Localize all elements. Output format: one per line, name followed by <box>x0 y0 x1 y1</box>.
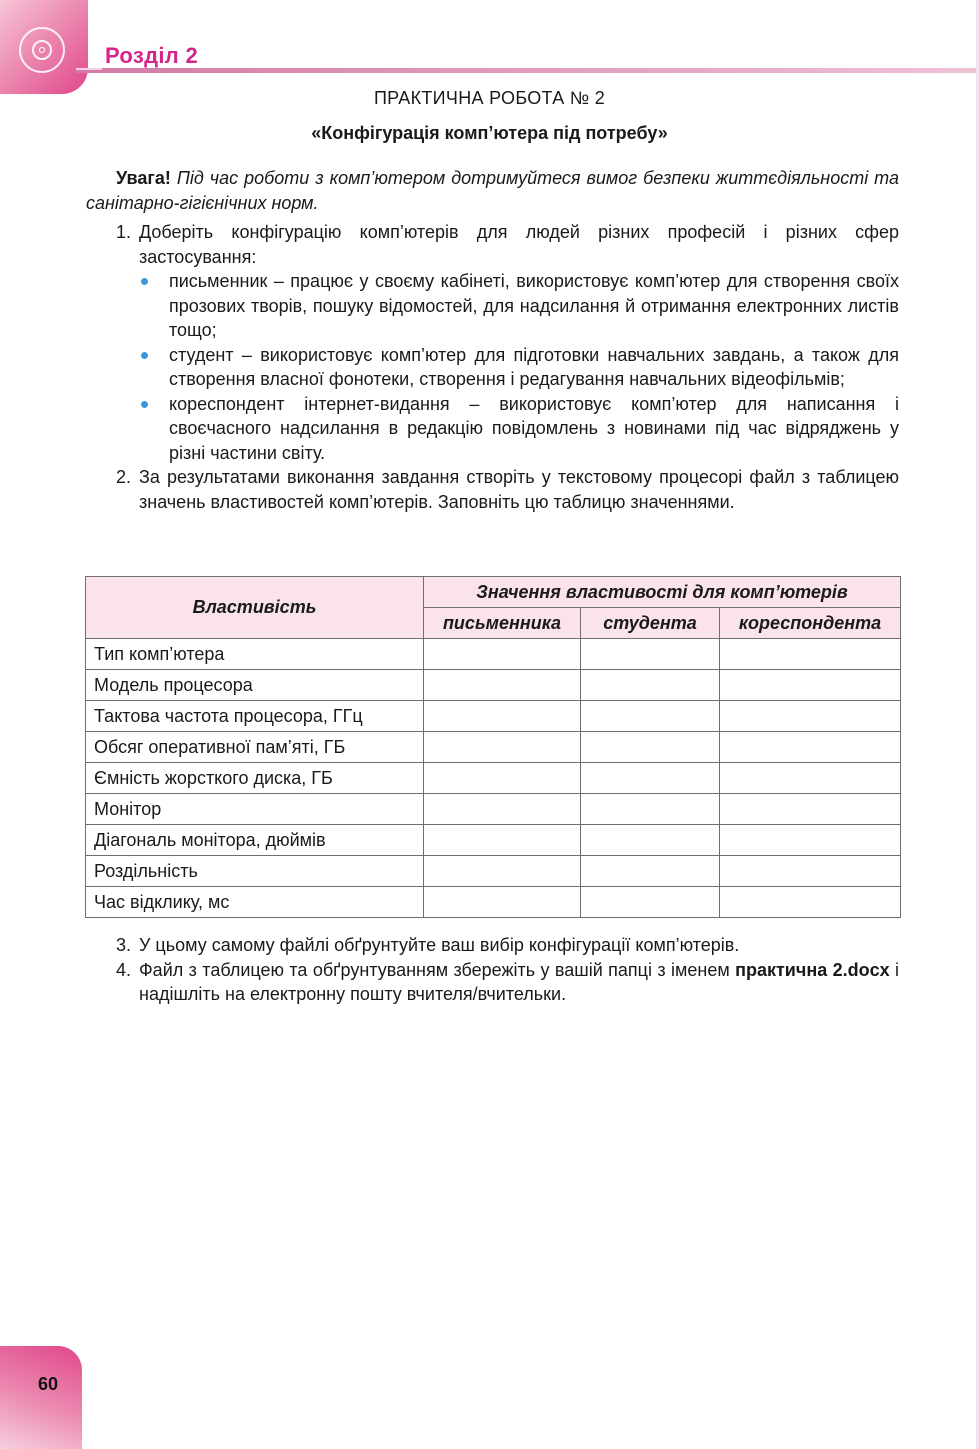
header-writer: письменника <box>424 608 581 639</box>
header-student: студента <box>581 608 720 639</box>
header-divider <box>76 68 978 73</box>
task-item-4 <box>86 958 899 1007</box>
value-cell[interactable] <box>424 794 581 825</box>
page-number-tab <box>0 1346 82 1449</box>
table-row <box>86 701 901 732</box>
property-cell: Ємність жорсткого диска, ГБ <box>86 763 424 794</box>
task-text: і надішліть на електронну пошту вчителя/вчительки. <box>139 959 900 1004</box>
value-cell[interactable] <box>720 825 901 856</box>
value-cell[interactable] <box>720 887 901 918</box>
value-cell[interactable] <box>424 670 581 701</box>
task-number: 2. <box>116 467 132 487</box>
table-row <box>86 639 901 670</box>
property-cell: Тип комп’ютера <box>86 639 424 670</box>
task-number: 3. <box>116 935 132 955</box>
property-cell: Монітор <box>86 794 424 825</box>
bullet-icon <box>141 401 148 408</box>
value-cell[interactable] <box>581 856 720 887</box>
table-row <box>86 763 901 794</box>
header-property: Властивість <box>86 577 424 639</box>
task-item-2 <box>86 465 899 514</box>
task-number: 1. <box>116 222 132 242</box>
value-cell[interactable] <box>424 763 581 794</box>
properties-table <box>85 576 901 918</box>
bullet-text: кореспондент інтернет-видання – використовує комп’ютер для написання і своєчасного надсилання в редакцію повідомлень з новинами під час відряджень у різні частини світу. <box>169 393 899 463</box>
header-divider-accent <box>76 68 102 70</box>
table-row <box>86 670 901 701</box>
task-list-part2 <box>86 933 899 1007</box>
property-cell: Діагональ монітора, дюймів <box>86 825 424 856</box>
list-item-student <box>86 343 899 392</box>
task-number: 4. <box>116 959 132 980</box>
value-cell[interactable] <box>424 887 581 918</box>
value-cell[interactable] <box>581 794 720 825</box>
task-item-3 <box>86 933 899 958</box>
bullet-text: студент – використовує комп’ютер для підготовки навчальних завдань, а також для створення власної фонотеки, створення і редагування навчальних відеофільмів; <box>169 344 899 389</box>
value-cell[interactable] <box>581 732 720 763</box>
property-cell: Час відклику, мс <box>86 887 424 918</box>
warning-text: Під час роботи з комп’ютером дотримуйтеся вимог безпеки життєдіяльності та санітарно-гігієнічних норм. <box>86 168 899 213</box>
task-text: У цьому самому файлі обґрунтуйте ваш вибір конфігурації комп’ютерів. <box>139 935 740 955</box>
file-name: практична 2.docx <box>735 959 890 980</box>
value-cell[interactable] <box>720 856 901 887</box>
value-cell[interactable] <box>581 825 720 856</box>
section-label: Розділ 2 <box>105 43 199 68</box>
property-cell: Модель процесора <box>86 670 424 701</box>
task-text: Доберіть конфігурацію комп’ютерів для людей різних професій і різних сфер застосування: <box>139 222 899 267</box>
list-item-writer <box>86 269 899 343</box>
value-cell[interactable] <box>720 794 901 825</box>
bullet-icon <box>141 352 148 359</box>
page-title: ПРАКТИЧНА РОБОТА № 2 <box>373 88 606 108</box>
bullet-text: письменник – працює у своєму кабінеті, використовує комп’ютер для створення своїх прозових творів, пошуку відомостей, для надсилання й отримання електронних листів тощо; <box>169 271 899 340</box>
page-number: 60 <box>38 1374 59 1394</box>
value-cell[interactable] <box>581 701 720 732</box>
property-cell: Обсяг оперативної пам’яті, ГБ <box>86 732 424 763</box>
value-cell[interactable] <box>720 763 901 794</box>
value-cell[interactable] <box>424 701 581 732</box>
warning-label: Увага! <box>116 168 171 188</box>
chapter-corner-tab <box>0 0 88 94</box>
table-row <box>86 887 901 918</box>
table-row <box>86 794 901 825</box>
page-subtitle: «Конфігурація комп’ютера під потребу» <box>311 123 668 143</box>
disc-icon <box>19 27 65 73</box>
property-cell: Роздільність <box>86 856 424 887</box>
task-list-part1 <box>86 220 899 514</box>
list-item-correspondent <box>86 392 899 466</box>
value-cell[interactable] <box>424 639 581 670</box>
value-cell[interactable] <box>424 732 581 763</box>
value-cell[interactable] <box>720 639 901 670</box>
value-cell[interactable] <box>720 732 901 763</box>
value-cell[interactable] <box>581 639 720 670</box>
value-cell[interactable] <box>720 670 901 701</box>
task-text: Файл з таблицею та обґрунтуванням збережіть у вашій папці з іменем <box>139 959 736 980</box>
value-cell[interactable] <box>581 763 720 794</box>
table-row <box>86 825 901 856</box>
warning-paragraph <box>86 166 899 215</box>
value-cell[interactable] <box>424 825 581 856</box>
table-row <box>86 856 901 887</box>
header-correspondent: кореспондента <box>720 608 901 639</box>
task-item-1 <box>86 220 899 269</box>
value-cell[interactable] <box>424 856 581 887</box>
task-text: За результатами виконання завдання створіть у текстовому процесорі файл з таблицею значень властивостей комп’ютерів. Заповніть цю таблицю значеннями. <box>139 467 899 512</box>
value-cell[interactable] <box>720 701 901 732</box>
property-cell: Тактова частота процесора, ГГц <box>86 701 424 732</box>
value-cell[interactable] <box>581 887 720 918</box>
table-row <box>86 732 901 763</box>
value-cell[interactable] <box>581 670 720 701</box>
header-group: Значення властивості для комп’ютерів <box>424 577 901 608</box>
bullet-icon <box>141 278 148 285</box>
profession-list <box>86 269 899 465</box>
